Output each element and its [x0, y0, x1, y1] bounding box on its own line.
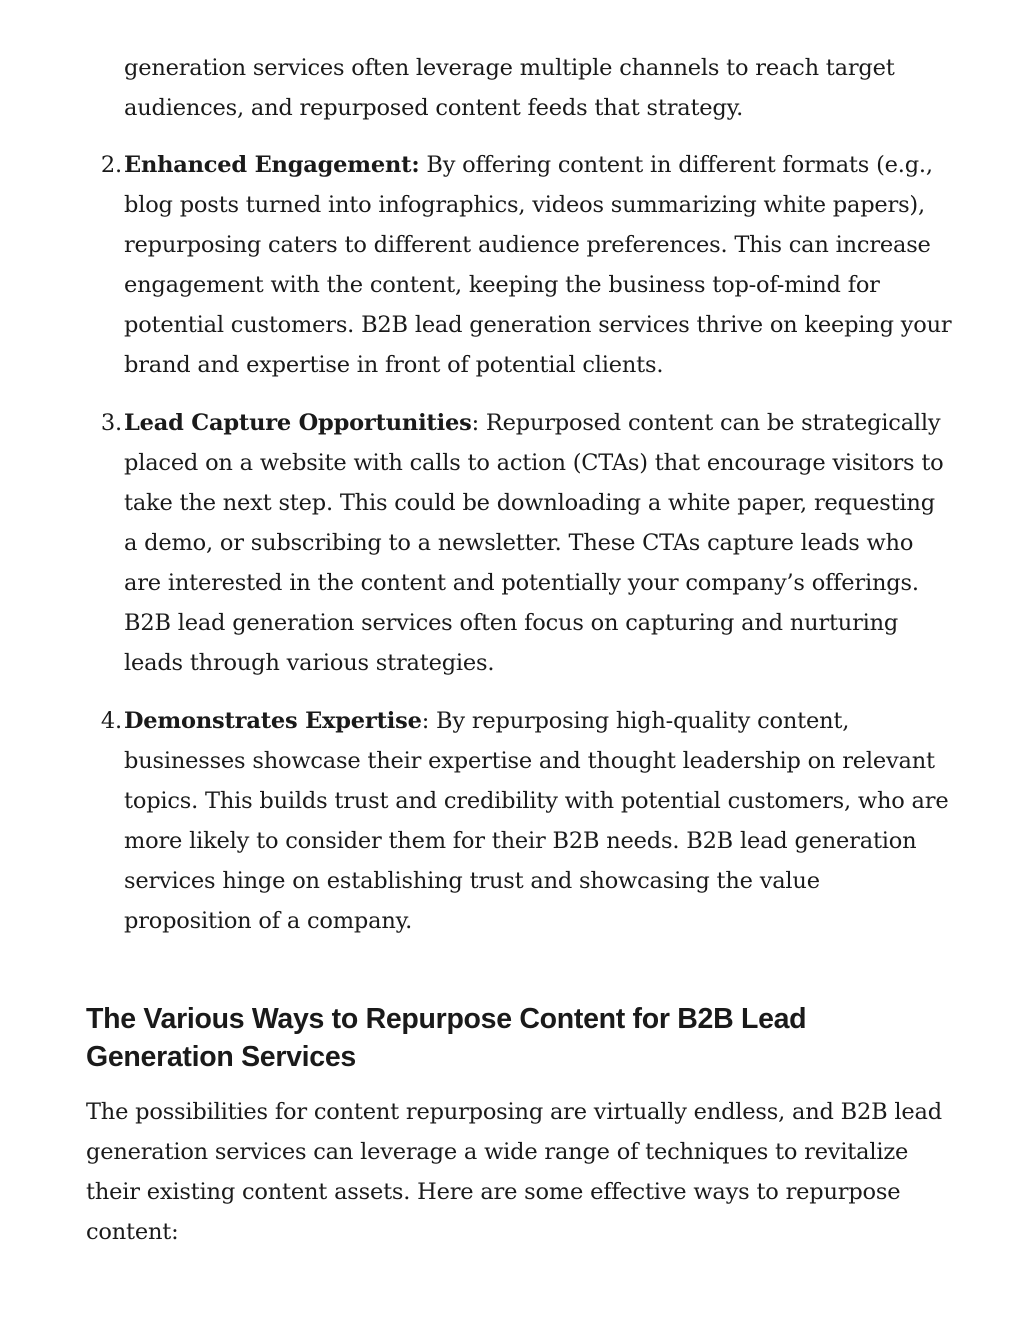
section-paragraph: The possibilities for content repurposing are virtually endless, and B2B lead generation services can leverage a wide range of techniques to revitalize their existing content assets. Here are some effective ways to repurpose content: [86, 1099, 942, 1245]
list-item-enhanced-engagement [100, 145, 954, 385]
list-item-continuation [124, 48, 954, 128]
list-marker: 4. [100, 708, 122, 734]
list-item-term: Enhanced Engagement: [124, 152, 420, 178]
section-heading: The Various Ways to Repurpose Content for B2B Lead Generation Services [86, 1003, 807, 1073]
list-item-demonstrates-expertise [100, 701, 954, 941]
list-item-text: generation services often leverage multiple channels to reach target audiences, and repurposed content feeds that strategy. [124, 55, 895, 121]
list-item-text: : Repurposed content can be strategically placed on a website with calls to action (CTAs) that encourage visitors to take the next step. This could be downloading a white paper, requesting a demo, or subscribing to a newsletter. These CTAs capture leads who are interested in the content and potentially your company’s offerings. B2B lead generation services often focus on capturing and nurturing leads through various strategies. [124, 410, 944, 676]
list-item-lead-capture [100, 403, 954, 683]
list-item-text: : By repurposing high-quality content, businesses showcase their expertise and thought leadership on relevant topics. This builds trust and credibility with potential customers, who are more likely to consider them for their B2B needs. B2B lead generation services hinge on establishing trust and showcasing the value proposition of a company. [124, 708, 949, 934]
list-marker: 2. [100, 152, 122, 178]
list-item-term: Lead Capture Opportunities [124, 410, 472, 436]
list-item-text: By offering content in different formats (e.g., blog posts turned into infographics, videos summarizing white papers), repurposing caters to different audience preferences. This can increase engagement with the content, keeping the business top-of-mind for potential customers. B2B lead generation services thrive on keeping your brand and expertise in front of potential clients. [124, 152, 952, 378]
list-marker: 3. [100, 410, 122, 436]
list-item-term: Demonstrates Expertise [124, 708, 422, 734]
